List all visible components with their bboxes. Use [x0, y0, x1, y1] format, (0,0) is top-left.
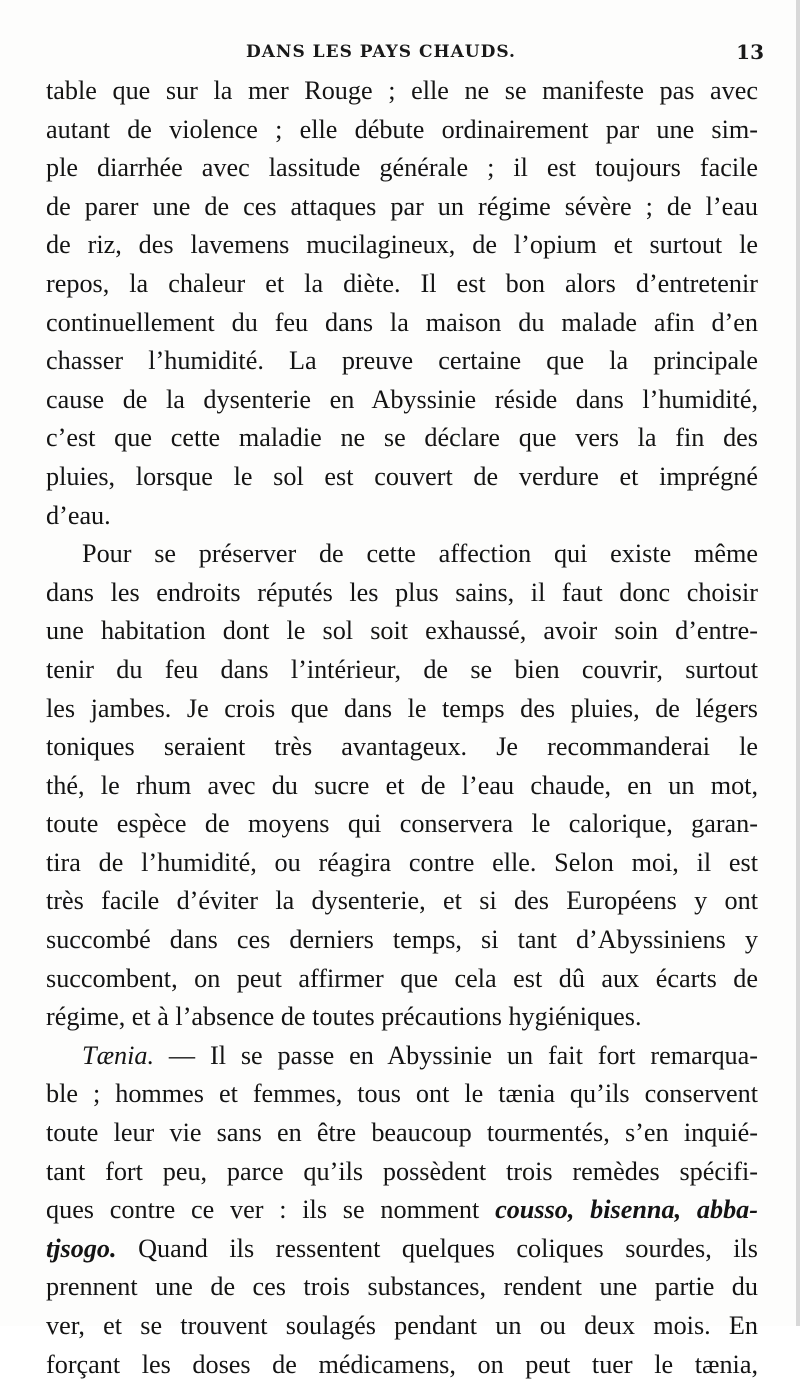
- text-line: forçant les doses de médicamens, on peut tuer le tænia,: [46, 1349, 758, 1379]
- text-line: très facile d’éviter la dysenterie, et si des Européens y ont: [46, 886, 758, 916]
- remedy-names: cousso, bisenna, abba-: [495, 1195, 758, 1225]
- text-line: repos, la chaleur et la diète. Il est bon alors d’entretenir: [46, 268, 758, 298]
- page-header: [46, 40, 764, 70]
- text-line: d’eau.: [46, 500, 111, 530]
- text-line: régime, et à l’absence de toutes précautions hygiéniques.: [46, 1002, 642, 1032]
- text-line: thé, le rhum avec du sucre et de l’eau chaude, en un mot,: [46, 770, 758, 800]
- text-line: [46, 1230, 758, 1269]
- text-line: de riz, des lavemens mucilagineux, de l’opium et surtout le: [46, 230, 758, 260]
- text-line: continuellement du feu dans la maison du malade afin d’en: [46, 307, 758, 337]
- text-line: ble ; hommes et femmes, tous ont le tænia qu’ils conservent: [46, 1079, 758, 1109]
- text-line: succombent, on peut affirmer que cela est dû aux écarts de: [46, 963, 758, 993]
- text-line: cause de la dysenterie en Abyssinie réside dans l’humidité,: [46, 384, 758, 414]
- text-line: [46, 1191, 758, 1230]
- text-segment: ques contre ce ver : ils se nomment: [46, 1195, 496, 1225]
- page-number: 13: [736, 40, 764, 64]
- text-line: toniques seraient très avantageux. Je recommanderai le: [46, 732, 758, 762]
- text-segment: Quand ils ressentent quelques coliques sourdes, ils: [116, 1233, 758, 1263]
- running-title: DANS LES PAYS CHAUDS.: [246, 42, 516, 62]
- text-line: ple diarrhée avec lassitude générale ; il est toujours facile: [46, 153, 758, 183]
- text-line: toute leur vie sans en être beaucoup tourmentés, s’en inquié-: [46, 1118, 758, 1148]
- text-line: tenir du feu dans l’intérieur, de se bien couvrir, surtout: [46, 654, 758, 684]
- text-line: succombé dans ces derniers temps, si tant d’Abyssiniens y: [46, 925, 758, 955]
- text-line: une habitation dont le sol soit exhaussé, avoir soin d’entre-: [46, 616, 758, 646]
- text-line: dans les endroits réputés les plus sains, il faut donc choisir: [46, 577, 758, 607]
- remedy-names: tjsogo.: [46, 1233, 117, 1263]
- text-line: de parer une de ces attaques par un régime sévère ; de l’eau: [46, 191, 758, 221]
- text-line: c’est que cette maladie ne se déclare que vers la fin des: [46, 423, 758, 453]
- text-segment: — Il se passe en Abyssinie un fait fort remarqua-: [154, 1040, 758, 1070]
- text-line: ver, et se trouvent soulagés pendant un ou deux mois. En: [46, 1311, 758, 1340]
- text-line: autant de violence ; elle débute ordinairement par une sim-: [46, 114, 758, 144]
- text-line: tira de l’humidité, ou réagira contre elle. Selon moi, il est: [46, 847, 758, 877]
- text-line: pluies, lorsque le sol est couvert de verdure et imprégné: [46, 461, 758, 491]
- section-heading-taenia: Tænia.: [82, 1040, 155, 1070]
- text-line: tant fort peu, parce qu’ils possèdent trois remèdes spécifi-: [46, 1156, 758, 1186]
- text-line: chasser l’humidité. La preuve certaine que la principale: [46, 346, 758, 376]
- text-line: Pour se préserver de cette affection qui existe même: [82, 539, 758, 569]
- text-line: prennent une de ces trois substances, rendent une partie du: [46, 1272, 758, 1302]
- text-line: toute espèce de moyens qui conservera le calorique, garan-: [46, 809, 758, 839]
- text-line: table que sur la mer Rouge ; elle ne se manifeste pas avec: [46, 76, 758, 105]
- text-line: [46, 1037, 758, 1076]
- text-line: les jambes. Je crois que dans le temps des pluies, de légers: [46, 693, 758, 723]
- body-text: [46, 72, 758, 1384]
